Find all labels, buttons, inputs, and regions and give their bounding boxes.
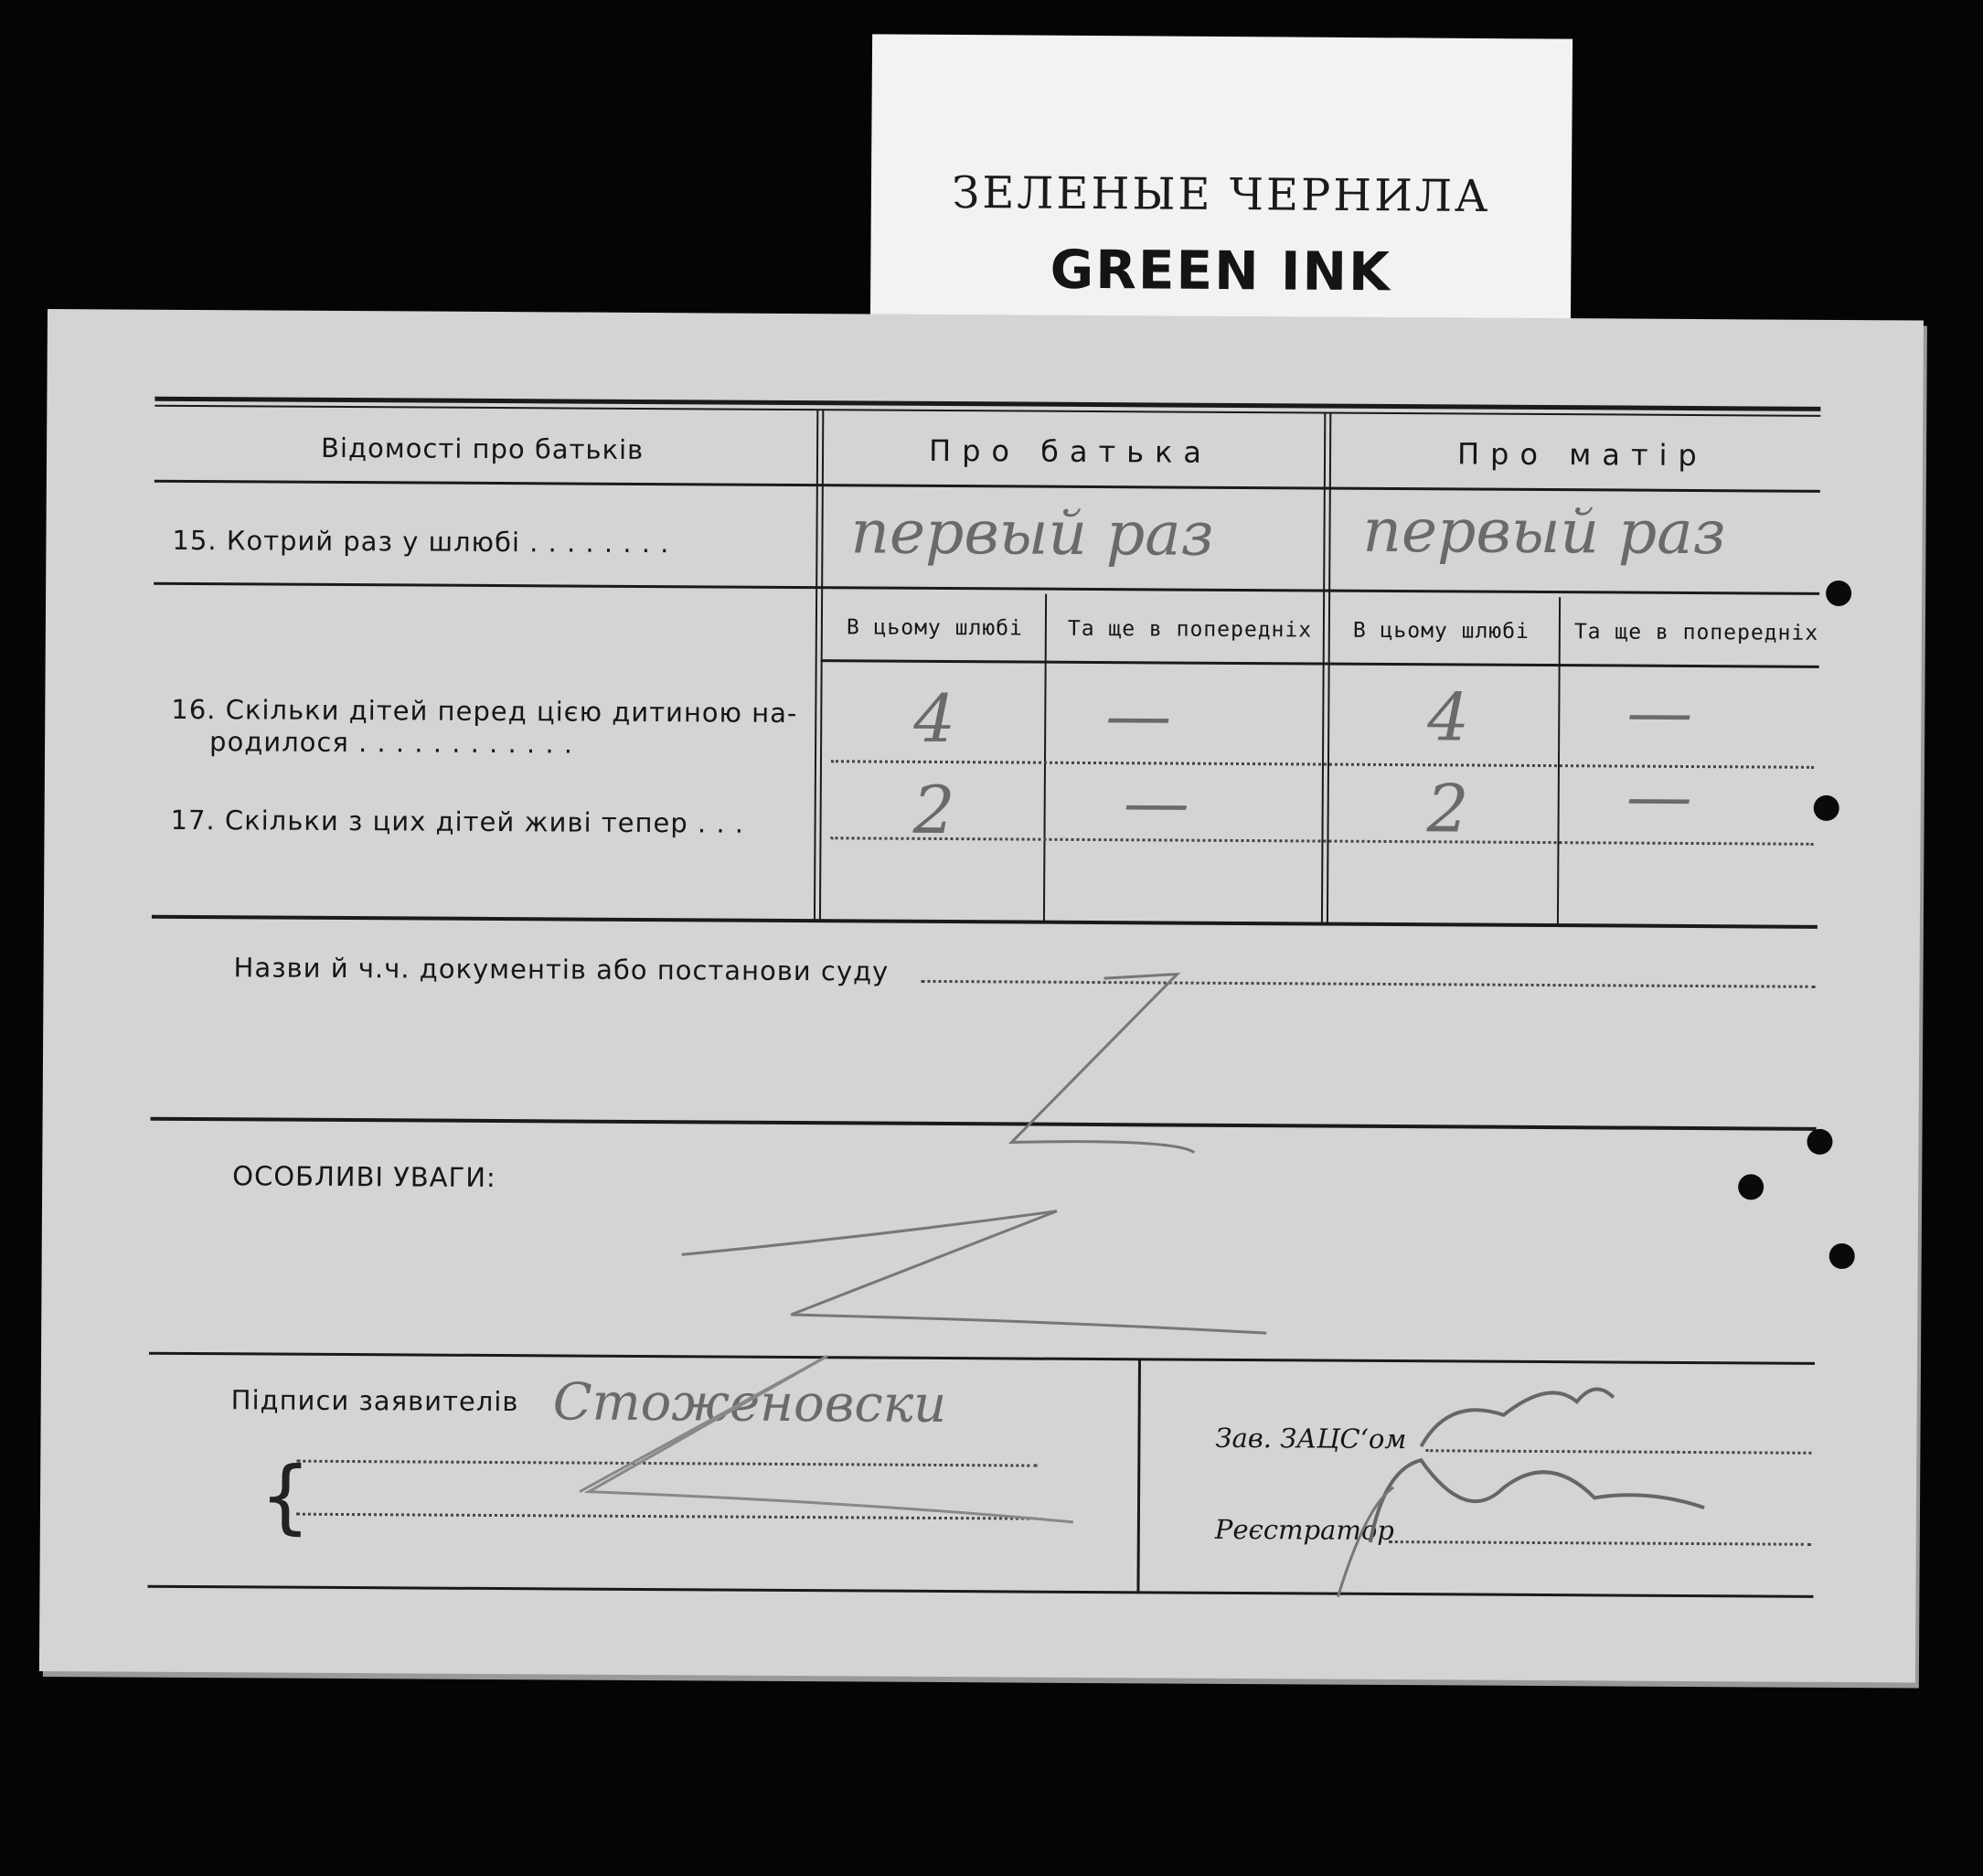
- header-mother: Про матір: [1456, 436, 1708, 474]
- sub-father-this: В цьому шлюбі: [846, 615, 1023, 641]
- punch-hole-3: [1807, 1129, 1832, 1155]
- head-label: Зав. ЗАЦС‘ом: [1215, 1422, 1407, 1455]
- signatures-label: Підписи заявителів: [230, 1384, 519, 1418]
- row17-label: 17. Скільки з цих дітей живі тепер . . .: [170, 804, 745, 839]
- punch-hole-2: [1814, 795, 1839, 821]
- documents-label: Назви й ч.ч. документів або постанови суду: [233, 952, 890, 987]
- row15-label: 15. Котрий раз у шлюбі . . . . . . . .: [172, 524, 670, 560]
- sub-mother-prev: Та ще в попередніх: [1573, 620, 1819, 645]
- sub-mother-this: В цьому шлюбі: [1352, 618, 1530, 644]
- row16-father-this: 4: [913, 679, 956, 758]
- sub-father-prev: Та ще в попередніх: [1067, 616, 1313, 643]
- signature-brace: {: [259, 1448, 312, 1543]
- row17-father-this: 2: [912, 771, 955, 849]
- punch-hole-4: [1738, 1174, 1764, 1199]
- registrar-label: Реєстратор: [1214, 1513, 1395, 1547]
- punch-hole-1: [1826, 581, 1851, 606]
- row16-father-prev: —: [1105, 677, 1172, 754]
- ink-note-slip: [870, 34, 1573, 331]
- row17-mother-prev: —: [1626, 757, 1693, 835]
- row17-father-prev: —: [1123, 763, 1189, 841]
- row17-mother-this: 2: [1426, 770, 1469, 847]
- row16-label-line1: 16. Скільки дітей перед цією дитиною на-: [171, 693, 798, 730]
- row16-mother-prev: —: [1626, 673, 1693, 751]
- ink-note-russian: ЗЕЛЕНЫЕ ЧЕРНИЛА: [952, 166, 1491, 223]
- special-notes-label: ОСОБЛИВІ УВАГИ:: [232, 1160, 496, 1194]
- row15-mother-value: первый раз: [1362, 495, 1726, 569]
- header-father: Про батька: [928, 432, 1213, 470]
- record-card: [39, 309, 1924, 1683]
- row15-father-value: первый раз: [850, 496, 1214, 570]
- row16-mother-this: 4: [1427, 678, 1470, 756]
- punch-hole-5: [1829, 1243, 1855, 1269]
- header-parents-info: Відомості про батьків: [320, 432, 645, 465]
- row16-label-line2: родилося . . . . . . . . . . . .: [209, 726, 574, 760]
- ink-note-english: GREEN INK: [1050, 238, 1392, 304]
- applicant-signature: Стоженовски: [552, 1372, 947, 1435]
- handwriting-strokes: [39, 309, 1924, 1683]
